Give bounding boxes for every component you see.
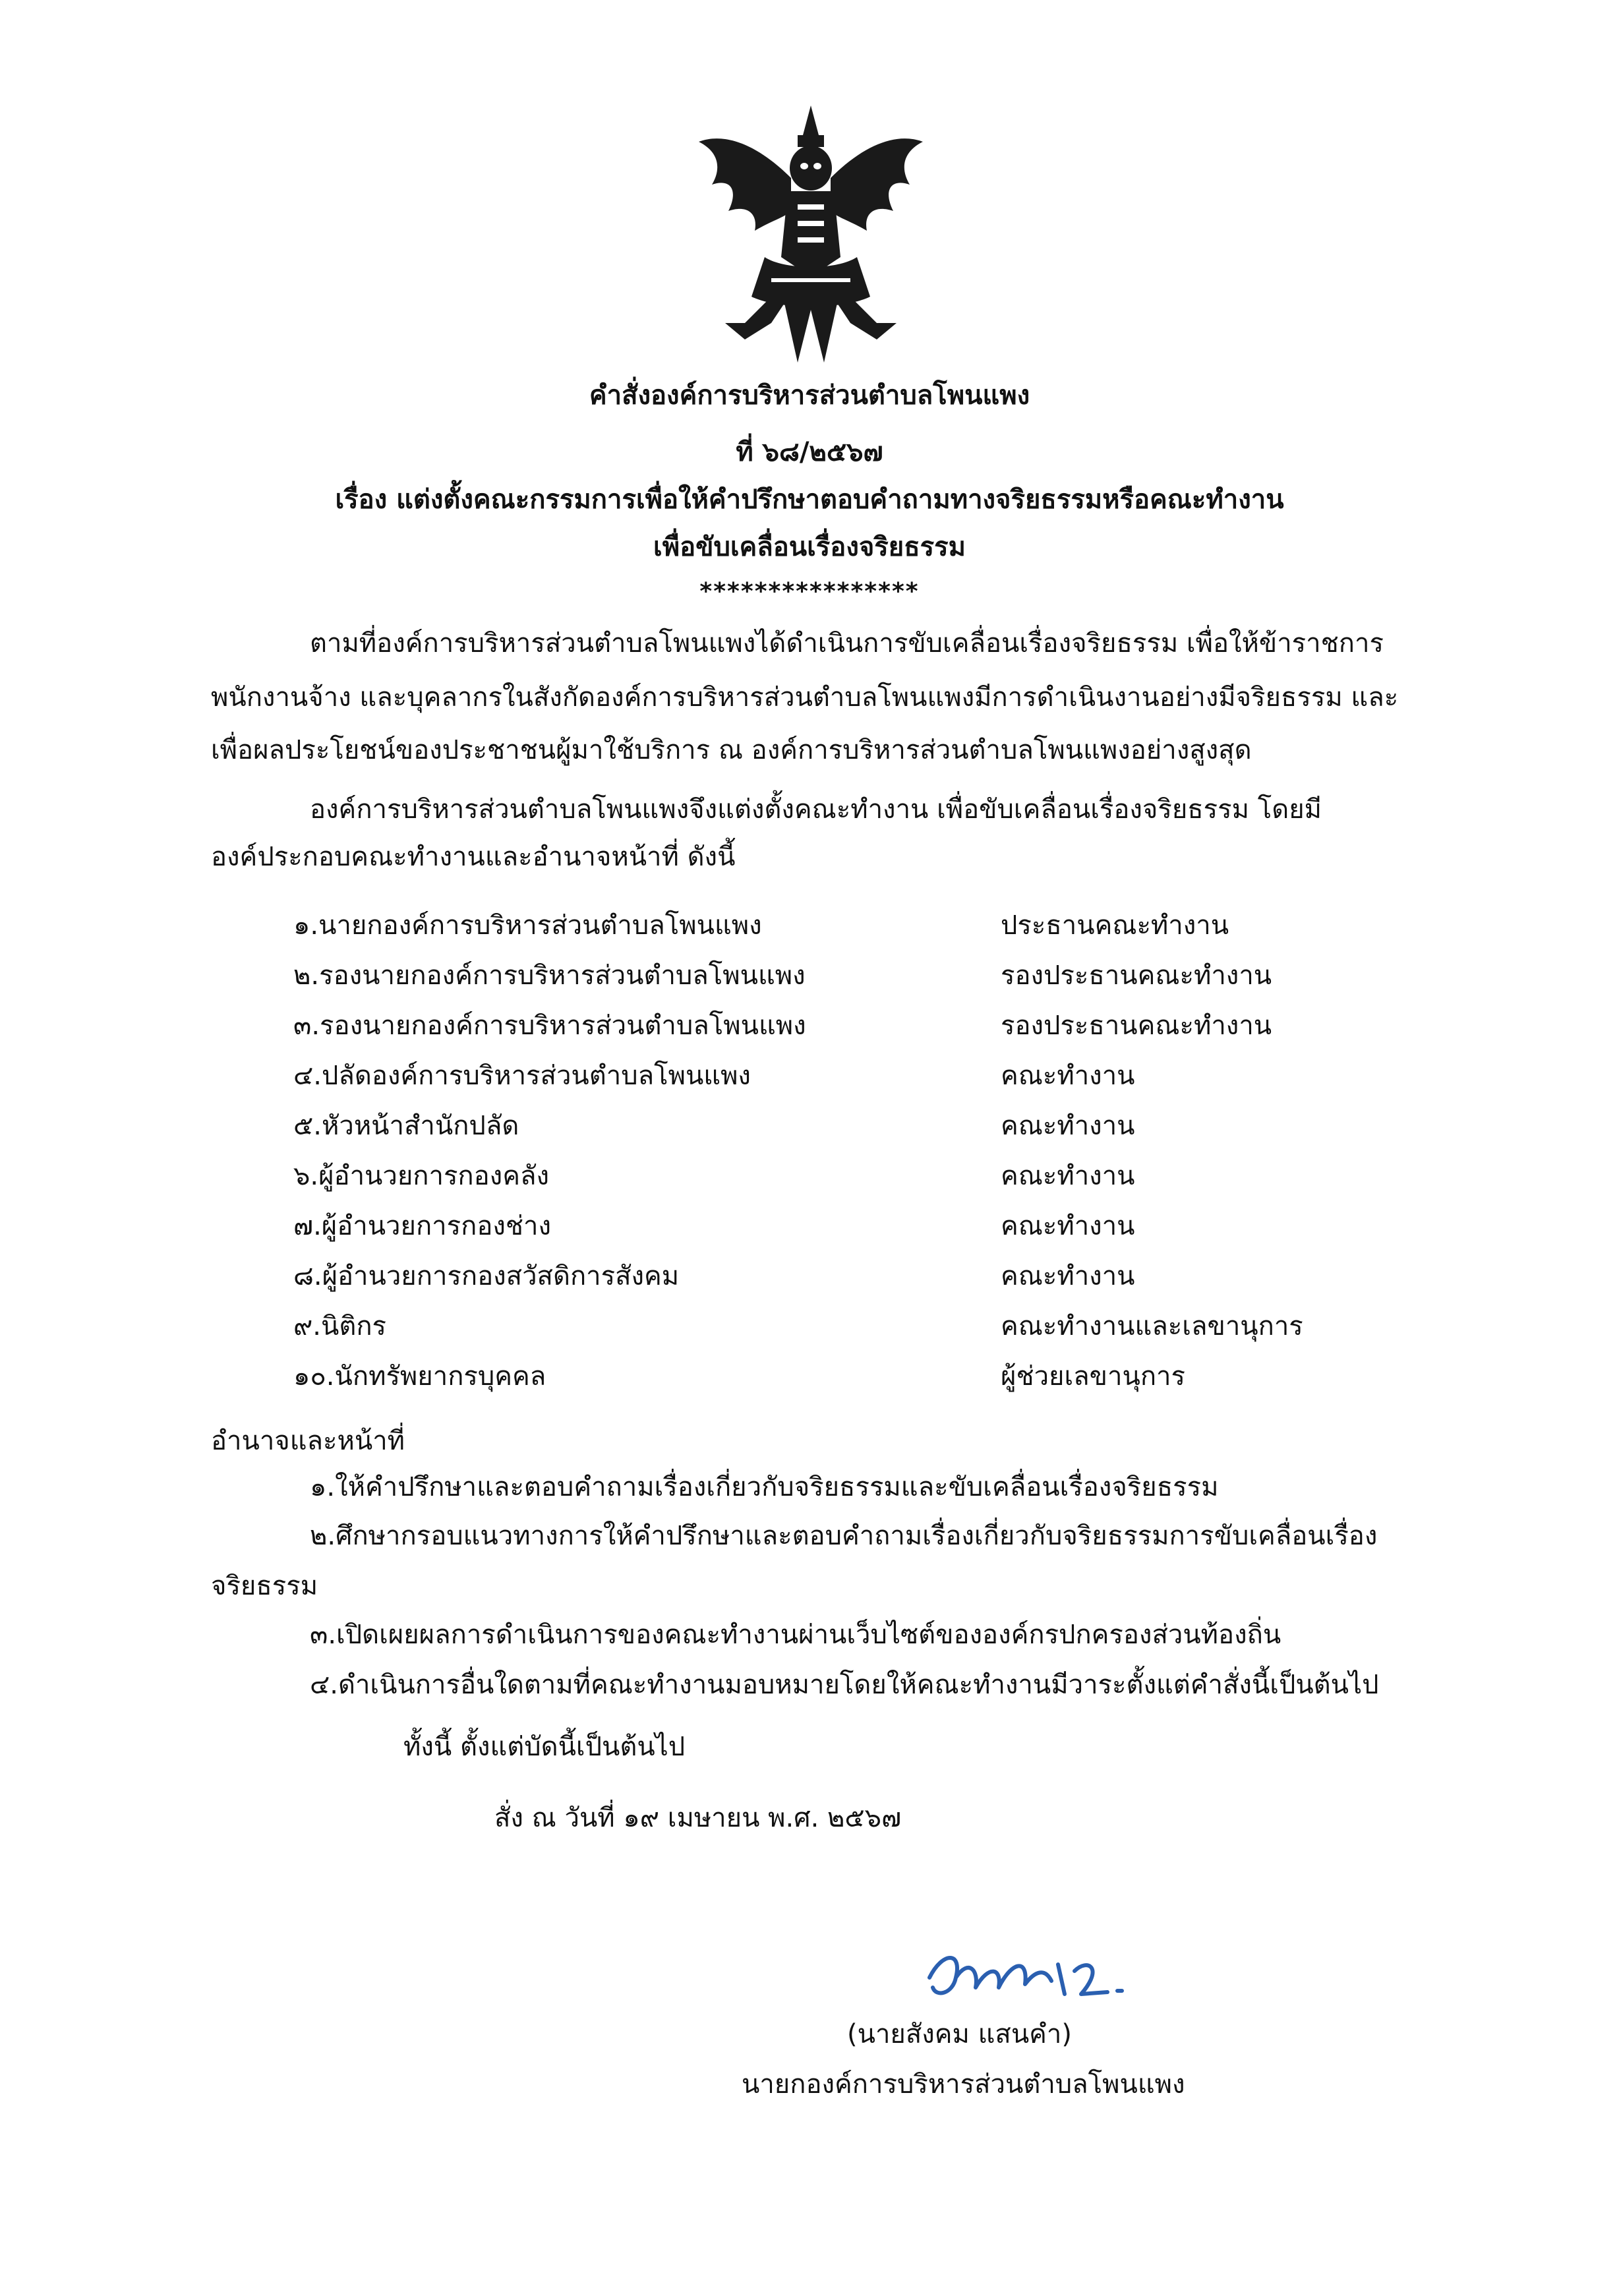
member-role: คณะทำงาน xyxy=(1001,1211,1135,1241)
subject-line-1: เรื่อง แต่งตั้งคณะกรรมการเพื่อให้คำปรึกษาตอบคำถามทางจริยธรรมหรือคณะทำงาน xyxy=(335,485,1284,515)
order-title: คำสั่งองค์การบริหารส่วนตำบลโพนแพง xyxy=(589,380,1030,411)
member-role: คณะทำงาน xyxy=(1001,1061,1135,1091)
signer-name: (นายสังคม แสนคำ) xyxy=(847,2019,1072,2049)
member-title: ๑๐.นักทรัพยากรบุคคล xyxy=(293,1361,546,1392)
member-title: ๙.นิติกร xyxy=(293,1311,387,1341)
member-title: ๖.ผู้อำนวยการกองคลัง xyxy=(293,1161,550,1191)
member-title: ๒.รองนายกองค์การบริหารส่วนตำบลโพนแพง xyxy=(293,960,806,991)
order-number: ที่ ๖๘/๒๕๖๗ xyxy=(736,437,883,467)
paragraph-1-line-1: ตามที่องค์การบริหารส่วนตำบลโพนแพงได้ดำเนินการขับเคลื่อนเรื่องจริยธรรม เพื่อให้ข้าราชการ xyxy=(310,628,1384,659)
list-item xyxy=(0,1001,1619,1051)
member-title: ๕.หัวหน้าสำนักปลัด xyxy=(293,1111,519,1141)
list-item xyxy=(0,1301,1619,1351)
member-role: คณะทำงานและเลขานุการ xyxy=(1001,1311,1303,1341)
duty-2-line-2: จริยธรรม xyxy=(211,1571,318,1601)
signature-image xyxy=(916,1931,1140,2017)
duties-heading: อำนาจและหน้าที่ xyxy=(211,1426,405,1456)
list-item xyxy=(0,1051,1619,1101)
list-item xyxy=(0,1201,1619,1251)
member-title: ๘.ผู้อำนวยการกองสวัสดิการสังคม xyxy=(293,1261,680,1291)
paragraph-1-line-2: พนักงานจ้าง และบุคลากรในสังกัดองค์การบริหารส่วนตำบลโพนแพงมีการดำเนินงานอย่างมีจริยธรรม และ xyxy=(211,682,1399,713)
member-role: คณะทำงาน xyxy=(1001,1261,1135,1291)
effective-statement: ทั้งนี้ ตั้งแต่บัดนี้เป็นต้นไป xyxy=(403,1732,686,1762)
duty-3: ๓.เปิดเผยผลการดำเนินการของคณะทำงานผ่านเว็บไซต์ขององค์กรปกครองส่วนท้องถิ่น xyxy=(310,1620,1281,1650)
member-title: ๑.นายกองค์การบริหารส่วนตำบลโพนแพง xyxy=(293,910,762,941)
list-item xyxy=(0,900,1619,951)
signer-position: นายกองค์การบริหารส่วนตำบลโพนแพง xyxy=(742,2069,1185,2100)
member-title: ๔.ปลัดองค์การบริหารส่วนตำบลโพนแพง xyxy=(293,1061,751,1091)
list-item xyxy=(0,1151,1619,1201)
order-date: สั่ง ณ วันที่ ๑๙ เมษายน พ.ศ. ๒๕๖๗ xyxy=(494,1803,902,1833)
member-role: รองประธานคณะทำงาน xyxy=(1001,960,1272,991)
paragraph-2-line-2: องค์ประกอบคณะทำงานและอำนาจหน้าที่ ดังนี้ xyxy=(211,842,736,872)
list-item xyxy=(0,1101,1619,1151)
paragraph-2-line-1: องค์การบริหารส่วนตำบลโพนแพงจึงแต่งตั้งคณะทำงาน เพื่อขับเคลื่อนเรื่องจริยธรรม โดยมี xyxy=(310,794,1322,825)
duty-2-line-1: ๒.ศึกษากรอบแนวทางการให้คำปรึกษาและตอบคำถามเรื่องเกี่ยวกับจริยธรรมการขับเคลื่อนเรื่อง xyxy=(310,1521,1378,1551)
list-item xyxy=(0,1251,1619,1301)
separator-stars: **************** xyxy=(699,578,920,605)
member-role: ผู้ช่วยเลขานุการ xyxy=(1001,1361,1185,1392)
member-role: คณะทำงาน xyxy=(1001,1161,1135,1191)
member-title: ๓.รองนายกองค์การบริหารส่วนตำบลโพนแพง xyxy=(293,1011,806,1041)
list-item xyxy=(0,951,1619,1001)
garuda-emblem-icon xyxy=(699,105,923,369)
member-role: รองประธานคณะทำงาน xyxy=(1001,1011,1272,1041)
member-role: คณะทำงาน xyxy=(1001,1111,1135,1141)
duty-1: ๑.ให้คำปรึกษาและตอบคำถามเรื่องเกี่ยวกับจริยธรรมและขับเคลื่อนเรื่องจริยธรรม xyxy=(310,1472,1219,1502)
duty-4: ๔.ดำเนินการอื่นใดตามที่คณะทำงานมอบหมายโดยให้คณะทำงานมีวาระตั้งแต่คำสั่งนี้เป็นต้นไป xyxy=(310,1670,1379,1700)
paragraph-1-line-3: เพื่อผลประโยชน์ของประชาชนผู้มาใช้บริการ ณ องค์การบริหารส่วนตำบลโพนแพงอย่างสูงสุด xyxy=(211,735,1252,765)
member-role: ประธานคณะทำงาน xyxy=(1001,910,1229,941)
member-title: ๗.ผู้อำนวยการกองช่าง xyxy=(293,1211,552,1241)
list-item xyxy=(0,1351,1619,1401)
subject-line-2: เพื่อขับเคลื่อนเรื่องจริยธรรม xyxy=(653,532,966,562)
